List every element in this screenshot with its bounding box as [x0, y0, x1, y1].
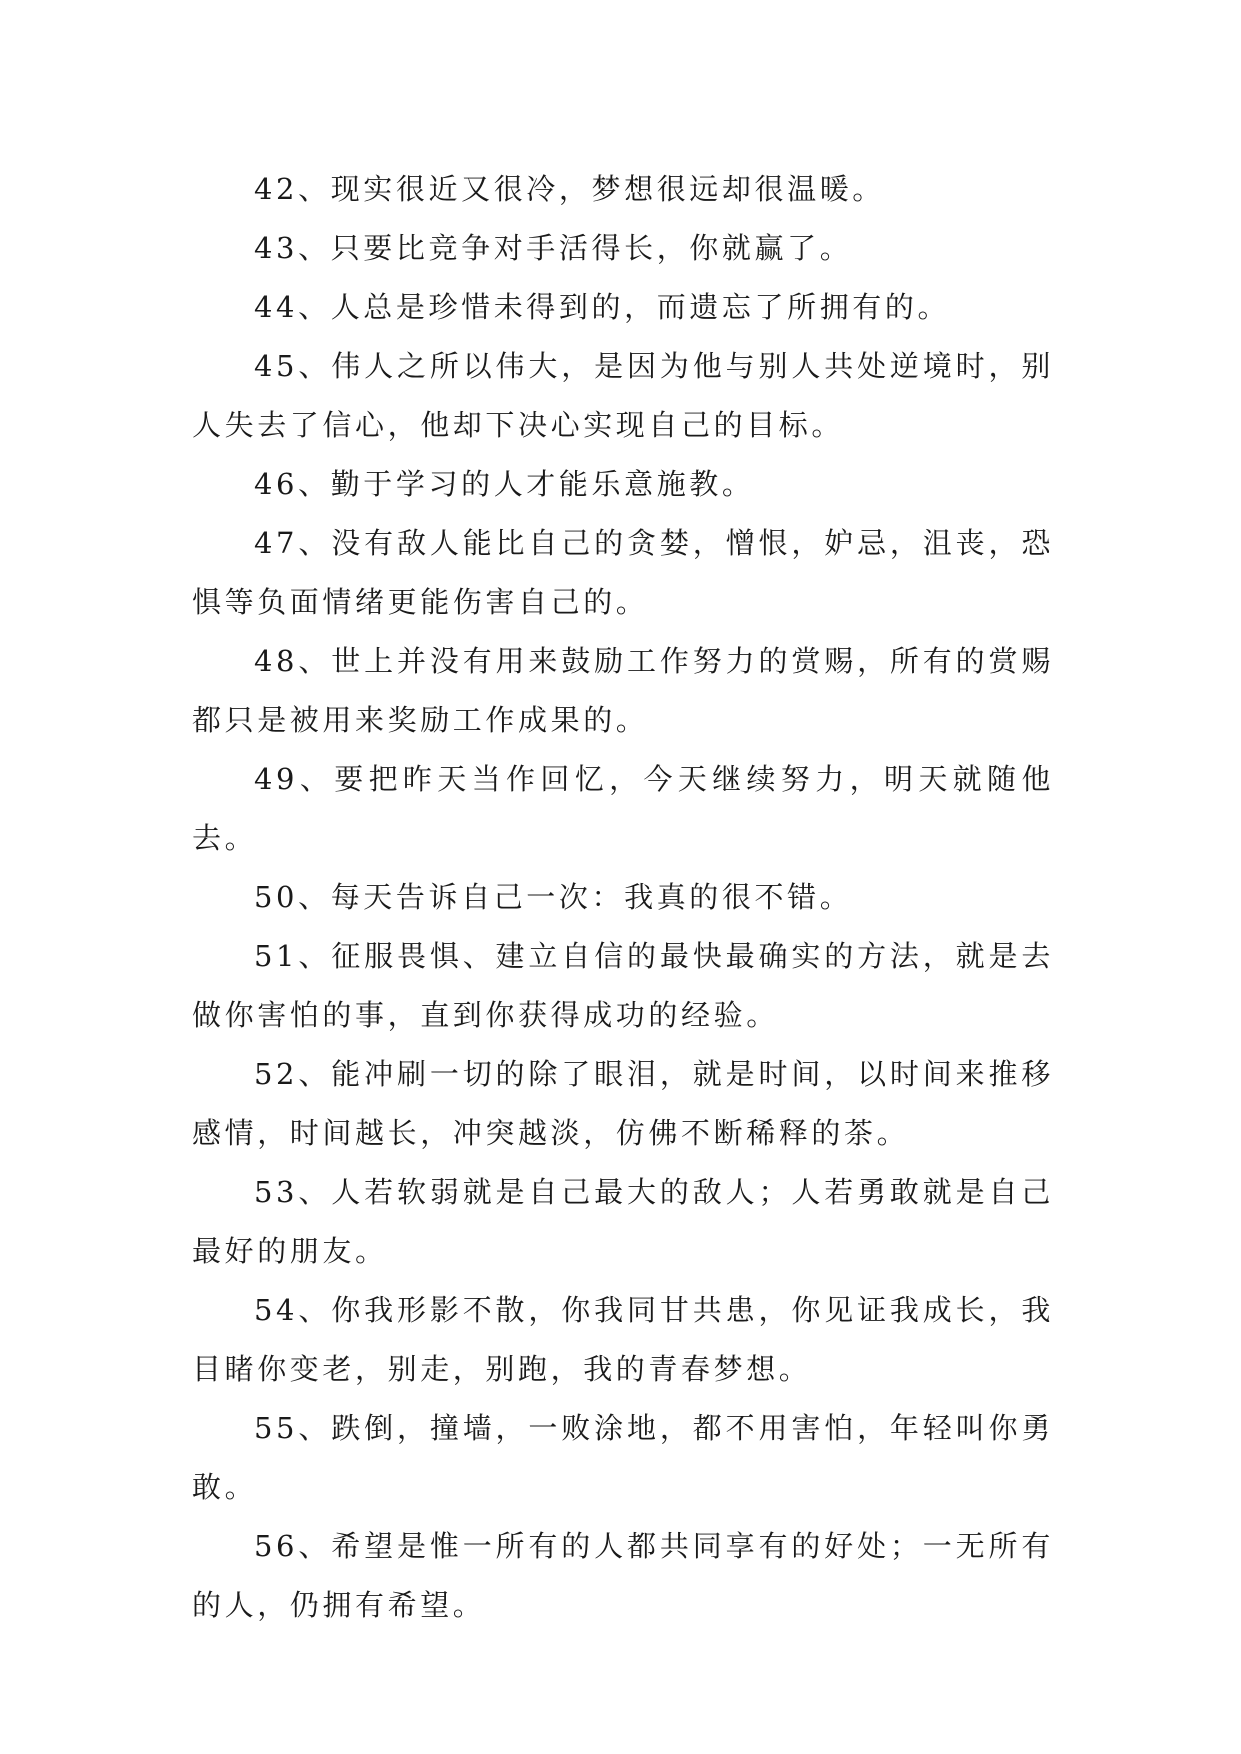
quote-46: 46、勤于学习的人才能乐意施教。 [254, 467, 755, 501]
quote-53: 53、人若软弱就是自己最大的敌人；人若勇敢就是自己最好的朋友。 [192, 1175, 1054, 1268]
quote-48: 48、世上并没有用来鼓励工作努力的赏赐，所有的赏赐都只是被用来奖励工作成果的。 [192, 644, 1054, 737]
quote-56: 56、希望是惟一所有的人都共同享有的好处；一无所有的人，仍拥有希望。 [192, 1529, 1054, 1622]
quote-45: 45、伟人之所以伟大，是因为他与别人共处逆境时，别人失去了信心，他却下决心实现自己的目标。 [192, 349, 1054, 442]
quote-49: 49、要把昨天当作回忆，今天继续努力，明天就随他去。 [192, 762, 1054, 855]
quote-55: 55、跌倒，撞墙，一败涂地，都不用害怕，年轻叫你勇敢。 [192, 1411, 1054, 1504]
quote-43: 43、只要比竞争对手活得长，你就赢了。 [254, 231, 853, 265]
quote-47: 47、没有敌人能比自己的贪婪，憎恨，妒忌，沮丧，恐惧等负面情绪更能伤害自己的。 [192, 526, 1054, 619]
quote-44: 44、人总是珍惜未得到的，而遗忘了所拥有的。 [254, 290, 951, 324]
document-page [192, 160, 1054, 1635]
quote-52: 52、能冲刷一切的除了眼泪，就是时间，以时间来推移感情，时间越长，冲突越淡，仿佛不断稀释的茶。 [192, 1057, 1054, 1150]
quote-51: 51、征服畏惧、建立自信的最快最确实的方法，就是去做你害怕的事，直到你获得成功的经验。 [192, 939, 1054, 1032]
quote-42: 42、现实很近又很冷，梦想很远却很温暖。 [254, 172, 885, 206]
quote-54: 54、你我形影不散，你我同甘共患，你见证我成长，我目睹你变老，别走，别跑，我的青春梦想。 [192, 1293, 1054, 1386]
quote-50: 50、每天告诉自己一次：我真的很不错。 [254, 880, 853, 914]
